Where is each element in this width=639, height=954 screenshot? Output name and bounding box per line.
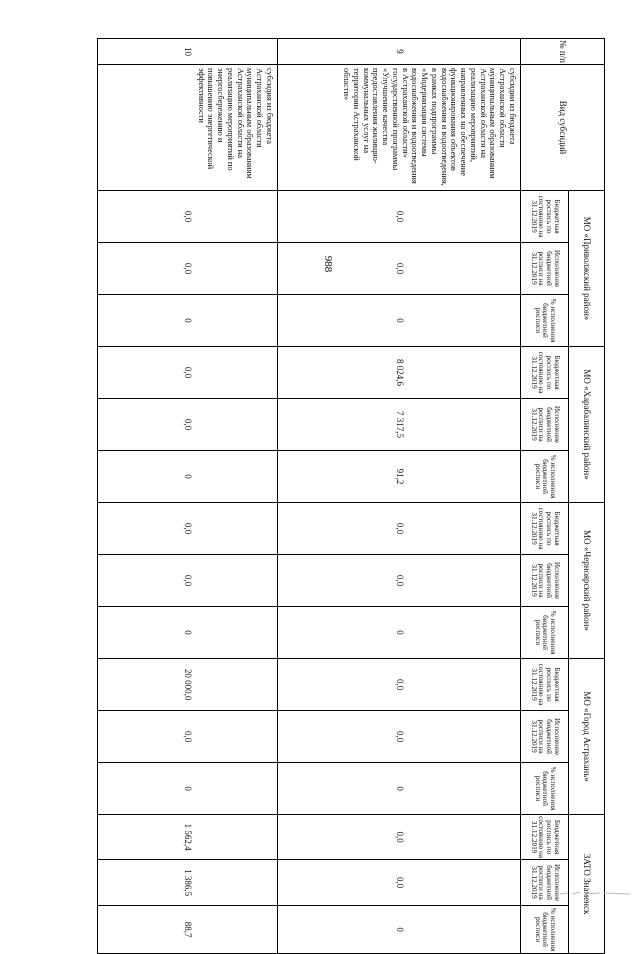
cell-execution: 0,0 <box>278 711 521 763</box>
group-header: МО «Харабалинский район» <box>569 347 605 503</box>
sub-header-budget: Бюджетная роспись по состоянию на 31.12.2019 <box>521 503 569 555</box>
sub-header-budget: Бюджетная роспись по состоянию на 31.12.2019 <box>521 347 569 399</box>
header-row-number: № п/п <box>521 39 605 65</box>
group-header: МО «Приволжский район» <box>569 191 605 347</box>
cell-budget: 0,0 <box>278 191 521 243</box>
cell-percent: 91,2 <box>278 451 521 503</box>
cell-percent: 0 <box>278 295 521 347</box>
cell-percent: 0 <box>98 607 278 659</box>
cell-budget: 20 000,0 <box>98 659 278 711</box>
cell-execution: 0,0 <box>98 711 278 763</box>
sub-header-percent: % исполнения бюджетной росписи <box>521 607 569 659</box>
cell-budget: 0,0 <box>98 347 278 399</box>
row-description: субсидии из бюджета Астраханской области муниципальным образованиям Астраханской области на реализацию мероприятий, направленных на обеспечение функционирования объектов водоснабжения и водоотведения, в рамках подпрограммы «Модернизация системы водоснабжения и водоотведения в Астраханской области» государственной программы «Улучшение качества предоставления жилищно-коммунальных услуг на территории Астраханской области» <box>278 65 521 191</box>
cell-percent: 0 <box>278 763 521 815</box>
sub-header-execution: Исполнение бюджетной росписи на 31.12.2019 <box>521 860 569 906</box>
sub-header-percent: % исполнения бюджетной росписи <box>521 451 569 503</box>
rotated-table-wrapper <box>98 38 605 952</box>
cell-execution: 0,0 <box>278 860 521 906</box>
sub-header-execution: Исполнение бюджетной росписи на 31.12.2019 <box>521 711 569 763</box>
cell-budget: 0,0 <box>278 503 521 555</box>
header-subsidy-type: Вид субсидий <box>521 65 605 191</box>
cell-percent: 0 <box>98 295 278 347</box>
subsidy-table <box>97 38 605 954</box>
sub-header-percent: % исполнения бюджетной росписи <box>521 763 569 815</box>
cell-budget: 0,0 <box>98 191 278 243</box>
sub-header-percent: % исполнения бюджетной росписи <box>521 295 569 347</box>
cell-percent: 0 <box>278 607 521 659</box>
row-number: 10 <box>98 39 278 65</box>
sub-header-execution: Исполнение бюджетной росписи на 31.12.2019 <box>521 555 569 607</box>
cell-execution: 0,0 <box>98 243 278 295</box>
cell-budget: 1 562,4 <box>98 815 278 860</box>
cell-execution: 0,0 <box>278 243 521 295</box>
sub-header-budget: Бюджетная роспись по состоянию на 31.12.2019 <box>521 659 569 711</box>
cell-execution: 1 386,5 <box>98 860 278 906</box>
cell-budget: 0,0 <box>278 659 521 711</box>
sub-header-percent: % исполнения бюджетной росписи <box>521 906 569 954</box>
cell-percent: 88,7 <box>98 906 278 954</box>
row-number: 9 <box>278 39 521 65</box>
group-header: МО «Город Астрахань» <box>569 659 605 815</box>
group-header: МО «Черноярский район» <box>569 503 605 659</box>
table-row <box>278 39 521 954</box>
table-row <box>98 39 278 954</box>
sub-header-execution: Исполнение бюджетной росписи на 31.12.2019 <box>521 243 569 295</box>
cell-percent: 0 <box>278 906 521 954</box>
cell-budget: 0,0 <box>278 815 521 860</box>
cell-execution: 0,0 <box>98 399 278 451</box>
cell-execution: 0,0 <box>98 555 278 607</box>
sub-header-budget: Бюджетная роспись по состоянию на 31.12.2019 <box>521 815 569 860</box>
scan-artifact-mark <box>560 890 630 896</box>
cell-execution: 0,0 <box>278 555 521 607</box>
sub-header-budget: Бюджетная роспись по состоянию на 31.12.2019 <box>521 191 569 243</box>
cell-budget: 8 024,6 <box>278 347 521 399</box>
row-description: субсидия из бюджета Астраханской области муниципальным образованиям Астраханской области на реализацию мероприятий по энергосбережению и повышению энергетической эффективности <box>98 65 278 191</box>
sub-header-execution: Исполнение бюджетной росписи на 31.12.2019 <box>521 399 569 451</box>
cell-execution: 7 317,5 <box>278 399 521 451</box>
cell-percent: 0 <box>98 763 278 815</box>
group-header: ЗАТО Знаменск <box>569 815 605 954</box>
header-group-row <box>569 39 605 954</box>
cell-percent: 0 <box>98 451 278 503</box>
cell-budget: 0,0 <box>98 503 278 555</box>
page-number: 988 <box>322 255 334 273</box>
